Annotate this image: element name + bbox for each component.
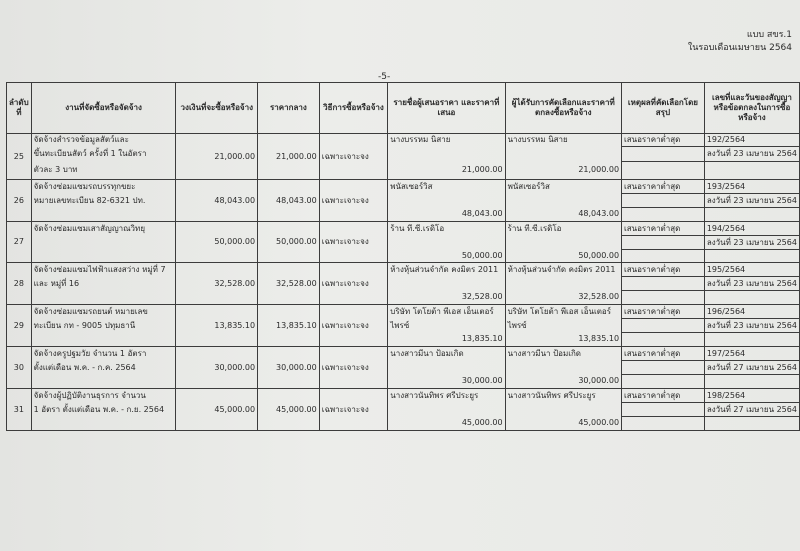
contract-number: 195/2564 xyxy=(704,263,799,277)
task-line xyxy=(31,417,176,431)
row-number: 30 xyxy=(7,347,32,389)
reason-cell: เสนอราคาต่ำสุด xyxy=(622,389,705,403)
task-line: ทะเบียน กท - 9005 ปทุมธานี xyxy=(31,319,176,333)
contract-date: ลงวันที่ 23 เมษายน 2564 xyxy=(704,277,799,291)
reason-cell: เสนอราคาต่ำสุด xyxy=(622,305,705,319)
table-row-line xyxy=(7,319,800,333)
procurement-table xyxy=(6,82,800,431)
row-number: 31 xyxy=(7,389,32,431)
bid-price: 21,000.00 xyxy=(388,162,505,180)
col-header-contract: เลขที่และวันของสัญญาหรือข้อตกลงในการซื้อหรือจ้าง xyxy=(704,83,799,134)
contract-number: 197/2564 xyxy=(704,347,799,361)
bidder-name-cont xyxy=(388,147,505,162)
row-number: 28 xyxy=(7,263,32,305)
median-price-cell: 45,000.00 xyxy=(258,389,320,431)
table-row xyxy=(7,389,800,403)
winner-name-cont xyxy=(505,194,621,208)
table-row-line xyxy=(7,208,800,222)
winning-price: 30,000.00 xyxy=(505,375,621,389)
bidder-name-cont xyxy=(388,361,505,375)
reason-cell: เสนอราคาต่ำสุด xyxy=(622,347,705,361)
col-header-no: ลำดับที่ xyxy=(7,83,32,134)
table-row-line xyxy=(7,250,800,263)
bid-price: 45,000.00 xyxy=(388,417,505,431)
report-period: ในรอบเดือนเมษายน 2564 xyxy=(687,43,792,53)
reason-cell: เสนอราคาต่ำสุด xyxy=(622,134,705,147)
median-price-cell: 48,043.00 xyxy=(258,180,320,222)
budget-cell: 32,528.00 xyxy=(176,263,258,305)
bidder-name: นางสาวนันทิพร ศรีประยูร xyxy=(388,389,505,403)
method-cell: เฉพาะเจาะจง xyxy=(319,389,388,431)
task-line: จัดจ้างซ่อมแซมเสาสัญญาณวิทยุ xyxy=(31,222,176,236)
page-number: -5- xyxy=(378,72,391,82)
reason-blank xyxy=(622,319,705,333)
bidder-name: พนัสเซอร์วิส xyxy=(388,180,505,194)
table-row-line xyxy=(7,162,800,180)
method-cell: เฉพาะเจาะจง xyxy=(319,134,388,180)
bidder-name: บริษัท โตโยต้า พีเอส เอ็นเตอร์ xyxy=(388,305,505,319)
contract-blank xyxy=(704,250,799,263)
winner-name-cont xyxy=(505,147,621,162)
bidder-name-cont: ไพรซ์ xyxy=(388,319,505,333)
table-row-line xyxy=(7,147,800,162)
winner-name: บริษัท โตโยต้า พีเอส เอ็นเตอร์ xyxy=(505,305,621,319)
task-line: จัดจ้างสำรวจข้อมูลสัตว์และ xyxy=(31,134,176,147)
table-row-line xyxy=(7,417,800,431)
bidder-name-cont xyxy=(388,403,505,417)
reason-blank xyxy=(622,194,705,208)
task-line: หมายเลขทะเบียน 82-6321 ปท. xyxy=(31,194,176,208)
bidder-name-cont xyxy=(388,236,505,250)
table-row xyxy=(7,263,800,277)
budget-cell: 45,000.00 xyxy=(176,389,258,431)
task-line: จัดจ้างซ่อมแซมรถบรรทุกขยะ xyxy=(31,180,176,194)
winner-name-cont xyxy=(505,277,621,291)
winner-name: ห้างหุ้นส่วนจำกัด คงมิตร 2011 xyxy=(505,263,621,277)
contract-date: ลงวันที่ 27 เมษายน 2564 xyxy=(704,403,799,417)
reason-blank xyxy=(622,277,705,291)
col-header-winner: ผู้ได้รับการคัดเลือกและราคาที่ตกลงซื้อหรือจ้าง xyxy=(505,83,621,134)
col-header-task: งานที่จัดซื้อหรือจัดจ้าง xyxy=(31,83,176,134)
task-line: ตั้งแต่เดือน พ.ค. - ก.ค. 2564 xyxy=(31,361,176,375)
table-row-line xyxy=(7,277,800,291)
winner-name-cont: ไพรซ์ xyxy=(505,319,621,333)
winning-price: 13,835.10 xyxy=(505,333,621,347)
bidder-name: ร้าน ที.ซี.เรดิโอ xyxy=(388,222,505,236)
table-row xyxy=(7,305,800,319)
contract-number: 194/2564 xyxy=(704,222,799,236)
contract-blank xyxy=(704,291,799,305)
table-row-line xyxy=(7,236,800,250)
row-number: 25 xyxy=(7,134,32,180)
task-line: จัดจ้างซ่อมแซมรถยนต์ หมายเลข xyxy=(31,305,176,319)
winner-name-cont xyxy=(505,361,621,375)
col-header-reason: เหตุผลที่คัดเลือกโดยสรุป xyxy=(622,83,705,134)
task-line xyxy=(31,291,176,305)
table-row-line xyxy=(7,194,800,208)
winning-price: 21,000.00 xyxy=(505,162,621,180)
task-line xyxy=(31,250,176,263)
winner-name-cont xyxy=(505,236,621,250)
task-line: จัดจ้างผู้ปฏิบัติงานธุรการ จำนวน xyxy=(31,389,176,403)
form-code: แบบ สขร.1 xyxy=(746,30,792,40)
median-price-cell: 50,000.00 xyxy=(258,222,320,263)
winning-price: 32,528.00 xyxy=(505,291,621,305)
median-price-cell: 32,528.00 xyxy=(258,263,320,305)
budget-cell: 30,000.00 xyxy=(176,347,258,389)
method-cell: เฉพาะเจาะจง xyxy=(319,222,388,263)
method-cell: เฉพาะเจาะจง xyxy=(319,180,388,222)
task-line: จัดจ้างครูปฐมวัย จำนวน 1 อัตรา xyxy=(31,347,176,361)
budget-cell: 21,000.00 xyxy=(176,134,258,180)
reason-blank xyxy=(622,291,705,305)
contract-number: 192/2564 xyxy=(704,134,799,147)
contract-date: ลงวันที่ 23 เมษายน 2564 xyxy=(704,147,799,162)
contract-number: 198/2564 xyxy=(704,389,799,403)
bid-price: 48,043.00 xyxy=(388,208,505,222)
col-header-bidders: รายชื่อผู้เสนอราคา และราคาที่เสนอ xyxy=(388,83,505,134)
winner-name: นางสาวมีนา ป้อมเกิด xyxy=(505,347,621,361)
contract-blank xyxy=(704,375,799,389)
reason-blank xyxy=(622,147,705,162)
reason-cell: เสนอราคาต่ำสุด xyxy=(622,180,705,194)
table-row-line xyxy=(7,361,800,375)
bid-price: 30,000.00 xyxy=(388,375,505,389)
contract-number: 193/2564 xyxy=(704,180,799,194)
task-line xyxy=(31,208,176,222)
winner-name: ร้าน ที.ซี.เรดิโอ xyxy=(505,222,621,236)
reason-cell: เสนอราคาต่ำสุด xyxy=(622,222,705,236)
median-price-cell: 30,000.00 xyxy=(258,347,320,389)
table-row-line xyxy=(7,375,800,389)
winner-name: นางบรรหม นิสาย xyxy=(505,134,621,147)
bidder-name: นางบรรหม นิสาย xyxy=(388,134,505,147)
task-line xyxy=(31,236,176,250)
method-cell: เฉพาะเจาะจง xyxy=(319,305,388,347)
task-line: ตัวละ 3 บาท xyxy=(31,162,176,180)
row-number: 27 xyxy=(7,222,32,263)
method-cell: เฉพาะเจาะจง xyxy=(319,263,388,305)
row-number: 29 xyxy=(7,305,32,347)
task-line xyxy=(31,333,176,347)
task-line: 1 อัตรา ตั้งแต่เดือน พ.ค. - ก.ย. 2564 xyxy=(31,403,176,417)
winner-name: นางสาวนันทิพร ศรีประยูร xyxy=(505,389,621,403)
reason-blank xyxy=(622,403,705,417)
table-header xyxy=(7,83,800,134)
bidder-name-cont xyxy=(388,194,505,208)
row-number: 26 xyxy=(7,180,32,222)
col-header-method: วิธีการซื้อหรือจ้าง xyxy=(319,83,388,134)
reason-blank xyxy=(622,208,705,222)
winning-price: 48,043.00 xyxy=(505,208,621,222)
table-row xyxy=(7,180,800,194)
contract-date: ลงวันที่ 23 เมษายน 2564 xyxy=(704,319,799,333)
contract-date: ลงวันที่ 23 เมษายน 2564 xyxy=(704,194,799,208)
bidder-name-cont xyxy=(388,277,505,291)
winning-price: 45,000.00 xyxy=(505,417,621,431)
contract-date: ลงวันที่ 23 เมษายน 2564 xyxy=(704,236,799,250)
task-line xyxy=(31,375,176,389)
task-line: ขึ้นทะเบียนสัตว์ ครั้งที่ 1 ในอัตรา xyxy=(31,147,176,162)
reason-blank xyxy=(622,333,705,347)
median-price-cell: 21,000.00 xyxy=(258,134,320,180)
task-line: และ หมู่ที่ 16 xyxy=(31,277,176,291)
col-header-budget: วงเงินที่จะซื้อหรือจ้าง xyxy=(176,83,258,134)
task-line: จัดจ้างซ่อมแซมไฟฟ้าแสงสว่าง หมู่ที่ 7 xyxy=(31,263,176,277)
bidder-name: นางสาวมีนา ป้อมเกิด xyxy=(388,347,505,361)
table-row xyxy=(7,347,800,361)
budget-cell: 13,835.10 xyxy=(176,305,258,347)
bid-price: 32,528.00 xyxy=(388,291,505,305)
budget-cell: 48,043.00 xyxy=(176,180,258,222)
reason-blank xyxy=(622,162,705,180)
contract-blank xyxy=(704,162,799,180)
budget-cell: 50,000.00 xyxy=(176,222,258,263)
reason-cell: เสนอราคาต่ำสุด xyxy=(622,263,705,277)
table-row-line xyxy=(7,403,800,417)
method-cell: เฉพาะเจาะจง xyxy=(319,347,388,389)
table-row xyxy=(7,222,800,236)
reason-blank xyxy=(622,375,705,389)
winner-name: พนัสเซอร์วิส xyxy=(505,180,621,194)
contract-blank xyxy=(704,333,799,347)
contract-date: ลงวันที่ 27 เมษายน 2564 xyxy=(704,361,799,375)
table-row-line xyxy=(7,333,800,347)
reason-blank xyxy=(622,417,705,431)
winner-name-cont xyxy=(505,403,621,417)
bid-price: 13,835.10 xyxy=(388,333,505,347)
reason-blank xyxy=(622,236,705,250)
bid-price: 50,000.00 xyxy=(388,250,505,263)
bidder-name: ห้างหุ้นส่วนจำกัด คงมิตร 2011 xyxy=(388,263,505,277)
col-header-median: ราคากลาง xyxy=(258,83,320,134)
contract-blank xyxy=(704,208,799,222)
reason-blank xyxy=(622,361,705,375)
table-row-line xyxy=(7,291,800,305)
contract-blank xyxy=(704,417,799,431)
contract-number: 196/2564 xyxy=(704,305,799,319)
median-price-cell: 13,835.10 xyxy=(258,305,320,347)
winning-price: 50,000.00 xyxy=(505,250,621,263)
table-row xyxy=(7,134,800,147)
reason-blank xyxy=(622,250,705,263)
